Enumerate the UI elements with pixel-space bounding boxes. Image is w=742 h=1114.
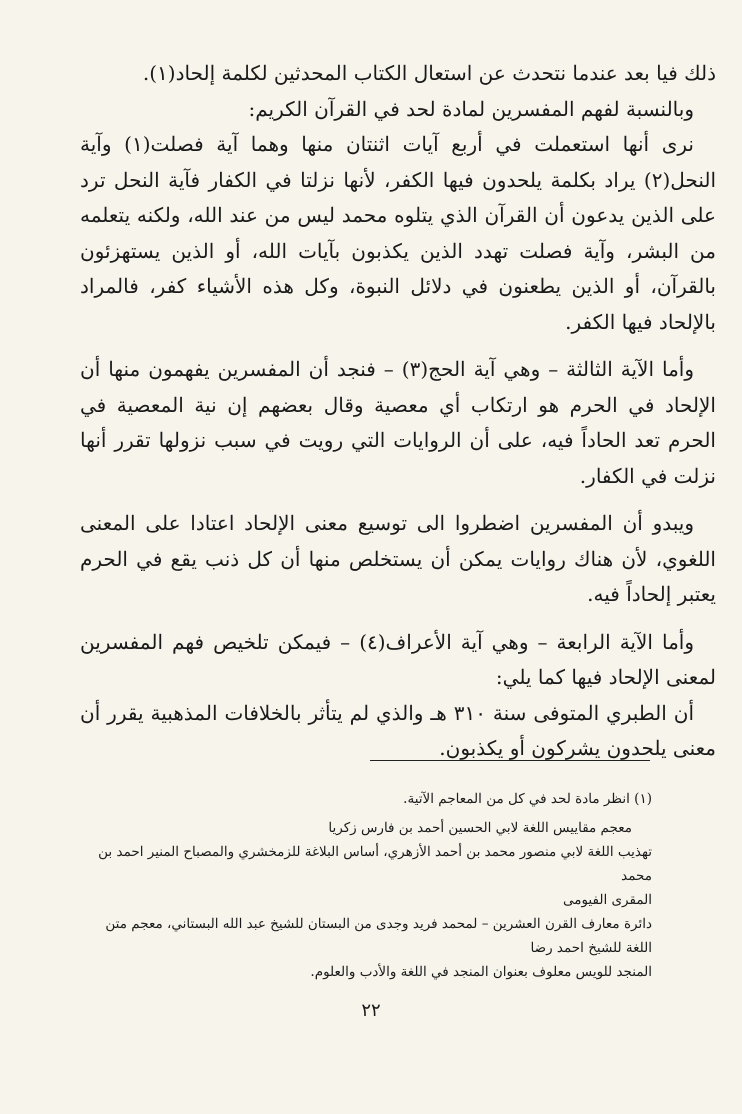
footnote-line: اللغة للشيخ احمد رضا	[530, 940, 652, 956]
footnotes	[72, 787, 652, 984]
paragraph: ويبدو أن المفسرين اضطروا الى توسيع معنى الإلحاد اعتادا على المعنى اللغوي، لأن هناك روايات يمكن أن يستخلص منها أن كل ذنب يقع في الحرم يعتبر إلحاداً فيه.	[80, 511, 716, 606]
paragraph: وأما الآية الرابعة – وهي آية الأعراف(٤) – فيمكن تلخيص فهم المفسرين لمعنى الإلحاد فيها كما يلي:	[80, 629, 716, 689]
footnote-line: معجم مقاييس اللغة لابي الحسين أحمد بن فارس زكريا	[328, 820, 632, 836]
paragraph: أن الطبري المتوفى سنة ٣١٠ هـ والذي لم يتأثر بالخلافات المذهبية يقرر أن معنى يلحدون يشركون أو يكذبون.	[80, 700, 716, 760]
footnote-line: المنجد للويس معلوف بعنوان المنجد في اللغة والأدب والعلوم.	[310, 964, 652, 980]
paragraph: نرى أنها استعملت في أربع آيات اثنتان منها وهما آية فصلت(١) وآية النحل(٢) يراد بكلمة يلحدون فيها الكفر، لأنها نزلتا في الكفار فآية النحل ترد على الذين يدعون أن القرآن الذي يتلوه محمد ليس من عند الله، ولكنه يتعلمه من البشر، وآية فصلت تهدد الذين يكذبون بآيات الله، أو الذين يستهزئون بالقرآن، أو الذين يطعنون في دلائل النبوة، وكل هذه الأشياء كفر، فالمراد بالإلحاد فيها الكفر.	[80, 132, 716, 334]
footnote-heading: (١) انظر مادة لحد في كل من المعاجم الآتية.	[403, 791, 652, 807]
main-text	[80, 56, 716, 767]
paragraph: وأما الآية الثالثة – وهي آية الحج(٣) – فنجد أن المفسرين يفهمون منها أن الإلحاد في الحرم هو ارتكاب أي معصية وقال بعضهم إن نية المعصية في الحرم تعد الحاداً فيه، على أن الروايات التي رويت في سبب نزولها تقرر أنها نزلت في الكفار.	[80, 357, 716, 488]
paragraph: ذلك فيا بعد عندما نتحدث عن استعال الكتاب المحدثين لكلمة إلحاد(١).	[142, 61, 716, 85]
footnote-divider	[370, 760, 650, 761]
footnote-line: تهذيب اللغة لابي منصور محمد بن أحمد الأزهري، أساس البلاغة للزمخشري والمصباح المنير احمد بن محمد	[98, 844, 652, 884]
footnote-line: المقرى الفيومى	[562, 892, 652, 908]
footnote-line: دائرة معارف القرن العشرين – لمحمد فريد وجدى من البستان للشيخ عبد الله البستاني، معجم متن	[105, 916, 652, 932]
paragraph: وبالنسبة لفهم المفسرين لمادة لحد في القرآن الكريم:	[248, 96, 694, 121]
page-number: ٢٢	[361, 1000, 381, 1021]
